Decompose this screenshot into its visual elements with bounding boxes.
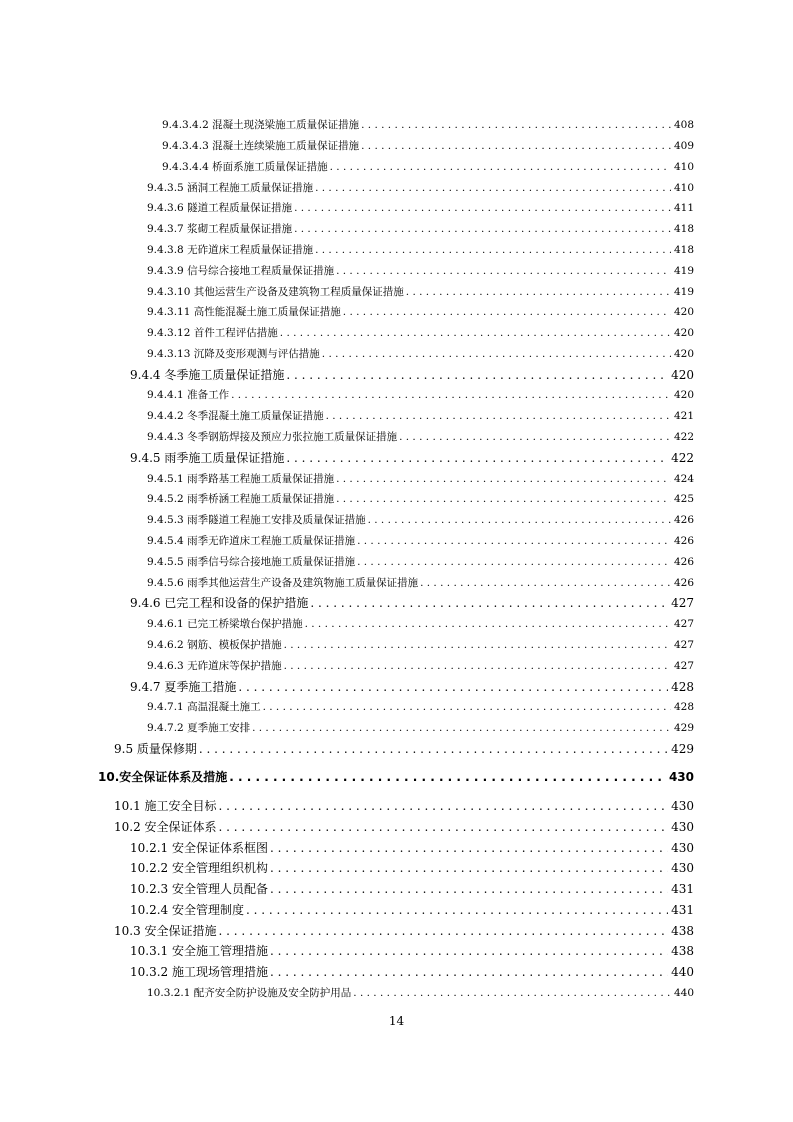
toc-entry[interactable]: [147, 199, 694, 217]
toc-dot-leader: [219, 922, 669, 940]
toc-dot-leader: [238, 678, 668, 696]
toc-entry-page: 424: [673, 473, 694, 485]
toc-entry-page: 430: [668, 770, 694, 784]
toc-entry-title: 9.4.3.13 沉降及变形观测与评估措施: [147, 348, 320, 360]
toc-entry-page: 427: [671, 596, 694, 610]
toc-entry-page: 440: [673, 987, 694, 999]
toc-entry-page: 438: [671, 944, 694, 958]
toc-dot-leader: [336, 490, 671, 508]
toc-entry-page: 425: [673, 493, 694, 505]
toc-entry[interactable]: [130, 594, 694, 612]
toc-entry[interactable]: [162, 116, 694, 134]
toc-entry-title: 9.4.4.3 冬季钢筋焊接及预应力张拉施工质量保证措施: [147, 431, 398, 443]
toc-entry-title: 10.2.2 安全管理组织机构: [130, 861, 268, 875]
toc-dot-leader: [219, 797, 669, 815]
toc-entry[interactable]: [114, 797, 694, 815]
toc-entry-page: 426: [673, 535, 694, 547]
toc-dot-leader: [310, 594, 668, 612]
toc-entry-page: 428: [673, 701, 694, 713]
toc-entry-page: 418: [673, 244, 694, 256]
toc-entry-page: 428: [671, 680, 694, 694]
toc-dot-leader: [270, 859, 668, 877]
toc-entry-title: 9.4.3.10 其他运营生产设备及建筑物工程质量保证措施: [147, 286, 404, 298]
toc-dot-leader: [270, 839, 668, 857]
toc-entry[interactable]: [114, 922, 694, 940]
toc-entry-page: 411: [673, 202, 694, 214]
toc-entry[interactable]: [147, 698, 694, 716]
toc-entry[interactable]: [147, 386, 694, 404]
toc-entry-page: 429: [673, 722, 694, 734]
toc-dot-leader: [263, 698, 671, 716]
toc-dot-leader: [286, 366, 668, 384]
toc-entry-title: 9.4.4 冬季施工质量保证措施: [130, 368, 285, 382]
toc-entry-title: 9.4.5.2 雨季桥涵工程施工质量保证措施: [147, 493, 335, 505]
toc-entry-page: 438: [671, 924, 694, 938]
toc-entry[interactable]: [147, 262, 694, 280]
toc-dot-leader: [199, 740, 668, 758]
toc-entry-page: 410: [673, 161, 694, 173]
toc-entry-title: 10.安全保证体系及措施: [98, 770, 228, 784]
toc-entry-title: 9.4.5.6 雨季其他运营生产设备及建筑物施工质量保证措施: [147, 577, 419, 589]
toc-dot-leader: [343, 303, 671, 321]
toc-entry-title: 10.2.1 安全保证体系框图: [130, 841, 268, 855]
toc-entry-page: 420: [673, 327, 694, 339]
toc-entry-title: 9.4.3.4.4 桥面系施工质量保证措施: [162, 161, 328, 173]
toc-dot-leader: [353, 984, 671, 1002]
toc-dot-leader: [252, 719, 671, 737]
toc-dot-leader: [270, 880, 668, 898]
toc-entry-title: 10.3.1 安全施工管理措施: [130, 944, 268, 958]
toc-entry[interactable]: [147, 470, 694, 488]
toc-entry-page: 427: [673, 618, 694, 630]
toc-entry-page: 429: [671, 742, 694, 756]
toc-entry-page: 419: [673, 265, 694, 277]
toc-entry-title: 9.4.6.1 已完工桥梁墩台保护措施: [147, 618, 303, 630]
toc-entry-title: 9.4.7 夏季施工措施: [130, 680, 237, 694]
toc-entry[interactable]: [130, 366, 694, 384]
toc-entry-title: 9.5 质量保修期: [114, 742, 197, 756]
toc-entry-page: 430: [671, 841, 694, 855]
toc-entry-title: 9.4.5.4 雨季无砟道床工程施工质量保证措施: [147, 535, 356, 547]
toc-entry-title: 10.3.2.1 配齐安全防护设施及安全防护用品: [147, 987, 352, 999]
toc-entry[interactable]: [98, 768, 694, 786]
toc-entry[interactable]: [162, 158, 694, 176]
toc-dot-leader: [246, 901, 668, 919]
toc-dot-leader: [219, 818, 669, 836]
toc-dot-leader: [315, 179, 671, 197]
toc-dot-leader: [336, 470, 671, 488]
toc-entry[interactable]: [147, 553, 694, 571]
toc-entry[interactable]: [147, 283, 694, 301]
toc-entry[interactable]: [130, 859, 694, 877]
toc-dot-leader: [420, 574, 671, 592]
toc-entry-page: 410: [673, 182, 694, 194]
toc-entry-page: 431: [671, 903, 694, 917]
toc-dot-leader: [361, 137, 671, 155]
toc-dot-leader: [326, 407, 671, 425]
toc-entry-title: 10.2 安全保证体系: [114, 820, 217, 834]
toc-entry-page: 427: [673, 639, 694, 651]
toc-entry-title: 9.4.5.1 雨季路基工程施工质量保证措施: [147, 473, 335, 485]
toc-entry-title: 9.4.3.7 浆砌工程质量保证措施: [147, 223, 293, 235]
toc-entry[interactable]: [114, 818, 694, 836]
toc-entry[interactable]: [147, 574, 694, 592]
toc-entry-page: 427: [673, 660, 694, 672]
toc-entry-title: 10.2.4 安全管理制度: [130, 903, 244, 917]
toc-entry-title: 9.4.3.11 高性能混凝土施工质量保证措施: [147, 306, 341, 318]
toc-dot-leader: [284, 657, 671, 675]
toc-entry-title: 9.4.7.1 高温混凝土施工: [147, 701, 261, 713]
toc-dot-leader: [357, 532, 671, 550]
toc-entry-page: 418: [673, 223, 694, 235]
toc-entry[interactable]: [147, 490, 694, 508]
toc-entry-page: 440: [671, 965, 694, 979]
toc-entry-page: 419: [673, 286, 694, 298]
toc-entry-title: 9.4.5 雨季施工质量保证措施: [130, 451, 285, 465]
toc-entry[interactable]: [130, 449, 694, 467]
toc-dot-leader: [286, 449, 668, 467]
toc-entry-title: 9.4.3.4.3 混凝土连续梁施工质量保证措施: [162, 140, 360, 152]
toc-entry-page: 420: [673, 348, 694, 360]
toc-entry-page: 408: [673, 119, 694, 131]
toc-entry-title: 9.4.3.9 信号综合接地工程质量保证措施: [147, 265, 335, 277]
toc-entry[interactable]: [162, 137, 694, 155]
toc-entry-page: 426: [673, 556, 694, 568]
toc-dot-leader: [357, 553, 671, 571]
toc-dot-leader: [284, 636, 671, 654]
toc-entry-page: 421: [673, 410, 694, 422]
toc-entry[interactable]: [147, 407, 694, 425]
toc-entry-title: 10.1 施工安全目标: [114, 799, 217, 813]
toc-entry[interactable]: [147, 303, 694, 321]
toc-entry[interactable]: [130, 839, 694, 857]
toc-entry[interactable]: [147, 719, 694, 737]
toc-entry[interactable]: [147, 532, 694, 550]
toc-entry[interactable]: [147, 511, 694, 529]
toc-dot-leader: [305, 615, 671, 633]
page-number: 14: [388, 1014, 405, 1028]
toc-entry-page: 430: [671, 861, 694, 875]
toc-entry-title: 9.4.4.2 冬季混凝土施工质量保证措施: [147, 410, 324, 422]
toc-entry-title: 9.4.4.1 准备工作: [147, 389, 230, 401]
toc-dot-leader: [280, 324, 671, 342]
toc-dot-leader: [330, 158, 671, 176]
toc-dot-leader: [294, 199, 671, 217]
toc-entry-title: 10.3.2 施工现场管理措施: [130, 965, 268, 979]
toc-entry-page: 420: [673, 306, 694, 318]
toc-dot-leader: [361, 116, 671, 134]
toc-entry[interactable]: [130, 942, 694, 960]
toc-entry[interactable]: [130, 901, 694, 919]
toc-entry-title: 9.4.5.3 雨季隧道工程施工安排及质量保证措施: [147, 514, 366, 526]
toc-entry[interactable]: [147, 636, 694, 654]
toc-entry[interactable]: [130, 880, 694, 898]
toc-entry[interactable]: [147, 241, 694, 259]
toc-entry-title: 9.4.3.5 涵洞工程施工质量保证措施: [147, 182, 314, 194]
toc-entry-title: 9.4.6.2 钢筋、模板保护措施: [147, 639, 282, 651]
toc-dot-leader: [399, 428, 671, 446]
toc-entry[interactable]: [147, 345, 694, 363]
toc-entry[interactable]: [130, 678, 694, 696]
toc-entry-page: 422: [671, 451, 694, 465]
toc-entry-title: 9.4.5.5 雨季信号综合接地施工质量保证措施: [147, 556, 356, 568]
toc-dot-leader: [315, 241, 671, 259]
toc-entry-page: 430: [671, 799, 694, 813]
toc-entry-title: 9.4.6.3 无砟道床等保护措施: [147, 660, 282, 672]
toc-entry[interactable]: [147, 984, 694, 1002]
toc-entry-title: 10.2.3 安全管理人员配备: [130, 882, 268, 896]
toc-dot-leader: [322, 345, 671, 363]
toc-dot-leader: [270, 963, 668, 981]
toc-entry-title: 9.4.3.4.2 混凝土现浇梁施工质量保证措施: [162, 119, 360, 131]
toc-entry-title: 9.4.3.12 首件工程评估措施: [147, 327, 278, 339]
toc-entry[interactable]: [147, 428, 694, 446]
toc-entry[interactable]: [147, 220, 694, 238]
toc-entry[interactable]: [147, 657, 694, 675]
toc-dot-leader: [368, 511, 671, 529]
toc-entry[interactable]: [130, 963, 694, 981]
toc-entry-page: 409: [673, 140, 694, 152]
toc-entry-page: 426: [673, 514, 694, 526]
toc-entry[interactable]: [147, 324, 694, 342]
toc-dot-leader: [231, 386, 671, 404]
toc-dot-leader: [406, 283, 671, 301]
toc-entry-page: 422: [673, 431, 694, 443]
toc-entry-page: 426: [673, 577, 694, 589]
toc-entry-page: 430: [671, 820, 694, 834]
toc-entry-title: 10.3 安全保证措施: [114, 924, 217, 938]
toc-entry-page: 431: [671, 882, 694, 896]
toc-entry-title: 9.4.6 已完工程和设备的保护措施: [130, 596, 309, 610]
toc-entry-page: 420: [673, 389, 694, 401]
toc-dot-leader: [270, 942, 668, 960]
toc-dot-leader: [336, 262, 671, 280]
toc-entry-title: 9.4.3.8 无砟道床工程质量保证措施: [147, 244, 314, 256]
toc-entry-title: 9.4.3.6 隧道工程质量保证措施: [147, 202, 293, 214]
toc-entry[interactable]: [147, 615, 694, 633]
toc-entry-page: 420: [671, 368, 694, 382]
toc-entry[interactable]: [114, 740, 694, 758]
toc-entry[interactable]: [147, 179, 694, 197]
toc-dot-leader: [294, 220, 671, 238]
toc-dot-leader: [229, 768, 666, 786]
toc-entry-title: 9.4.7.2 夏季施工安排: [147, 722, 251, 734]
